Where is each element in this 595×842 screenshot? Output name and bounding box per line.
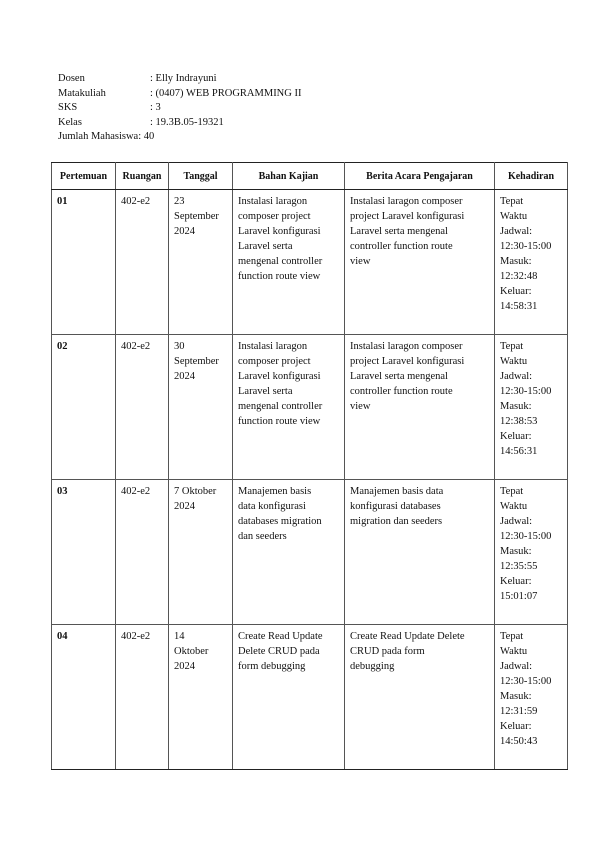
cell-kehadiran-line: Keluar: — [500, 286, 532, 297]
dosen-value: : Elly Indrayuni — [150, 73, 217, 84]
cell-ruangan: 402-e2 — [116, 625, 169, 770]
table-row — [52, 335, 568, 480]
cell-kehadiran-line: Keluar: — [500, 431, 532, 442]
cell-bahan-kajian-line: function route view — [238, 416, 321, 427]
cell-tanggal-line: 14 — [174, 631, 185, 642]
cell-bahan-kajian-line: dan seeders — [238, 531, 287, 542]
cell-kehadiran-line: Masuk: — [500, 256, 532, 267]
cell-bahan-kajian-line: databases migration — [238, 516, 322, 527]
cell-bahan-kajian-line: function route view — [238, 271, 321, 282]
cell-bahan-kajian — [233, 335, 345, 480]
cell-kehadiran-line: Waktu — [500, 356, 528, 367]
kelas-label: Kelas — [58, 116, 82, 128]
cell-berita-acara — [345, 625, 495, 770]
cell-berita-acara-line: konfigurasi databases — [350, 501, 441, 512]
course-info — [58, 72, 301, 145]
header-kehadiran: Kehadiran — [495, 163, 568, 190]
cell-kehadiran — [495, 335, 568, 480]
jumlah-row — [58, 130, 301, 145]
cell-kehadiran-line: 12:32:48 — [500, 271, 538, 282]
cell-berita-acara-line: project Laravel konfigurasi — [350, 211, 465, 222]
sks-value: : 3 — [150, 102, 161, 114]
matakuliah-row — [58, 87, 301, 102]
cell-kehadiran — [495, 480, 568, 625]
cell-tanggal — [169, 480, 233, 625]
cell-ruangan: 402-e2 — [116, 480, 169, 625]
kelas-value: : 19.3B.05-19321 — [150, 116, 224, 128]
cell-kehadiran-line: Waktu — [500, 211, 528, 222]
cell-tanggal-line: 2024 — [174, 226, 195, 237]
cell-kehadiran-line: 12:31:59 — [500, 706, 538, 717]
cell-pertemuan: 01 — [52, 190, 116, 335]
cell-tanggal-line: 2024 — [174, 501, 195, 512]
cell-kehadiran-line: 12:30-15:00 — [500, 531, 552, 542]
cell-kehadiran-line: Jadwal: — [500, 661, 533, 672]
table-row — [52, 625, 568, 770]
cell-bahan-kajian-line: Manajemen basis — [238, 486, 312, 497]
cell-berita-acara-line: debugging — [350, 661, 395, 672]
cell-kehadiran-line: Tepat — [500, 486, 524, 497]
cell-tanggal-line: 2024 — [174, 371, 195, 382]
sks-row — [58, 101, 301, 116]
cell-kehadiran-line: Jadwal: — [500, 371, 533, 382]
matakuliah-label: Matakuliah — [58, 87, 106, 99]
cell-berita-acara — [345, 190, 495, 335]
cell-tanggal-line: 7 Oktober — [174, 486, 217, 497]
header-pertemuan: Pertemuan — [52, 163, 116, 190]
cell-berita-acara-line: Instalasi laragon composer — [350, 341, 463, 352]
cell-bahan-kajian-line: Laravel serta — [238, 386, 293, 397]
kelas-row — [58, 116, 301, 131]
cell-kehadiran-line: Keluar: — [500, 721, 532, 732]
cell-bahan-kajian-line: Instalasi laragon — [238, 341, 308, 352]
cell-kehadiran-line: Tepat — [500, 631, 524, 642]
matakuliah-value: : (0407) WEB PROGRAMMING II — [150, 87, 302, 99]
header-ruangan: Ruangan — [116, 163, 169, 190]
cell-kehadiran-line: Jadwal: — [500, 516, 533, 527]
cell-bahan-kajian — [233, 190, 345, 335]
cell-bahan-kajian-line: Laravel konfigurasi — [238, 226, 321, 237]
cell-pertemuan: 04 — [52, 625, 116, 770]
cell-kehadiran-line: 15:01:07 — [500, 591, 538, 602]
cell-kehadiran-line: Tepat — [500, 341, 524, 352]
cell-kehadiran-line: Waktu — [500, 646, 528, 657]
cell-bahan-kajian-line: Instalasi laragon — [238, 196, 308, 207]
cell-pertemuan: 03 — [52, 480, 116, 625]
cell-berita-acara — [345, 480, 495, 625]
cell-kehadiran-line: Waktu — [500, 501, 528, 512]
cell-kehadiran-line: Masuk: — [500, 546, 532, 557]
cell-kehadiran-line: 12:38:53 — [500, 416, 538, 427]
header-tanggal: Tanggal — [169, 163, 233, 190]
cell-bahan-kajian-line: composer project — [238, 211, 311, 222]
cell-berita-acara-line: Instalasi laragon composer — [350, 196, 463, 207]
cell-kehadiran-line: 12:35:55 — [500, 561, 538, 572]
cell-tanggal — [169, 625, 233, 770]
cell-tanggal-line: September — [174, 356, 219, 367]
dosen-label: Dosen — [58, 73, 85, 84]
cell-tanggal-line: 2024 — [174, 661, 195, 672]
cell-bahan-kajian-line: Create Read Update — [238, 631, 323, 642]
table-row — [52, 190, 568, 335]
cell-bahan-kajian-line: data konfigurasi — [238, 501, 306, 512]
cell-kehadiran-line: 12:30-15:00 — [500, 241, 552, 252]
cell-tanggal-line: Oktober — [174, 646, 209, 657]
cell-berita-acara — [345, 335, 495, 480]
cell-tanggal-line: September — [174, 211, 219, 222]
cell-bahan-kajian-line: Delete CRUD pada — [238, 646, 320, 657]
cell-tanggal-line: 30 — [174, 341, 185, 352]
cell-berita-acara-line: view — [350, 401, 371, 412]
cell-berita-acara-line: Create Read Update Delete — [350, 631, 465, 642]
cell-kehadiran — [495, 190, 568, 335]
attendance-table — [51, 162, 568, 770]
header-berita-acara: Berita Acara Pengajaran — [345, 163, 495, 190]
table-header-row — [52, 163, 568, 190]
header-bahan-kajian: Bahan Kajian — [233, 163, 345, 190]
dosen-row — [58, 72, 301, 87]
cell-kehadiran-line: Masuk: — [500, 691, 532, 702]
cell-kehadiran-line: 14:56:31 — [500, 446, 538, 457]
table-row — [52, 480, 568, 625]
cell-tanggal — [169, 190, 233, 335]
sks-label: SKS — [58, 102, 78, 114]
cell-kehadiran-line: Tepat — [500, 196, 524, 207]
cell-berita-acara-line: Manajemen basis data — [350, 486, 444, 497]
jumlah-label: Jumlah Mahasiswa — [58, 131, 139, 143]
cell-bahan-kajian — [233, 625, 345, 770]
cell-bahan-kajian-line: composer project — [238, 356, 311, 367]
cell-berita-acara-line: Laravel serta mengenal — [350, 371, 448, 382]
cell-kehadiran-line: 12:30-15:00 — [500, 676, 552, 687]
cell-tanggal — [169, 335, 233, 480]
cell-kehadiran-line: Jadwal: — [500, 226, 533, 237]
jumlah-value: : 40 — [138, 131, 155, 143]
cell-tanggal-line: 23 — [174, 196, 185, 207]
cell-kehadiran-line: 12:30-15:00 — [500, 386, 552, 397]
cell-bahan-kajian-line: Laravel konfigurasi — [238, 371, 321, 382]
cell-berita-acara-line: Laravel serta mengenal — [350, 226, 448, 237]
cell-ruangan: 402-e2 — [116, 335, 169, 480]
cell-bahan-kajian-line: form debugging — [238, 661, 306, 672]
cell-bahan-kajian-line: mengenal controller — [238, 401, 323, 412]
cell-bahan-kajian — [233, 480, 345, 625]
cell-kehadiran-line: Keluar: — [500, 576, 532, 587]
cell-berita-acara-line: controller function route — [350, 241, 453, 252]
cell-kehadiran-line: 14:50:43 — [500, 736, 538, 747]
cell-bahan-kajian-line: mengenal controller — [238, 256, 323, 267]
cell-pertemuan: 02 — [52, 335, 116, 480]
cell-berita-acara-line: migration dan seeders — [350, 516, 443, 527]
cell-kehadiran-line: Masuk: — [500, 401, 532, 412]
cell-berita-acara-line: view — [350, 256, 371, 267]
cell-kehadiran-line: 14:58:31 — [500, 301, 538, 312]
cell-kehadiran — [495, 625, 568, 770]
cell-berita-acara-line: project Laravel konfigurasi — [350, 356, 465, 367]
cell-berita-acara-line: CRUD pada form — [350, 646, 425, 657]
cell-ruangan: 402-e2 — [116, 190, 169, 335]
cell-bahan-kajian-line: Laravel serta — [238, 241, 293, 252]
cell-berita-acara-line: controller function route — [350, 386, 453, 397]
